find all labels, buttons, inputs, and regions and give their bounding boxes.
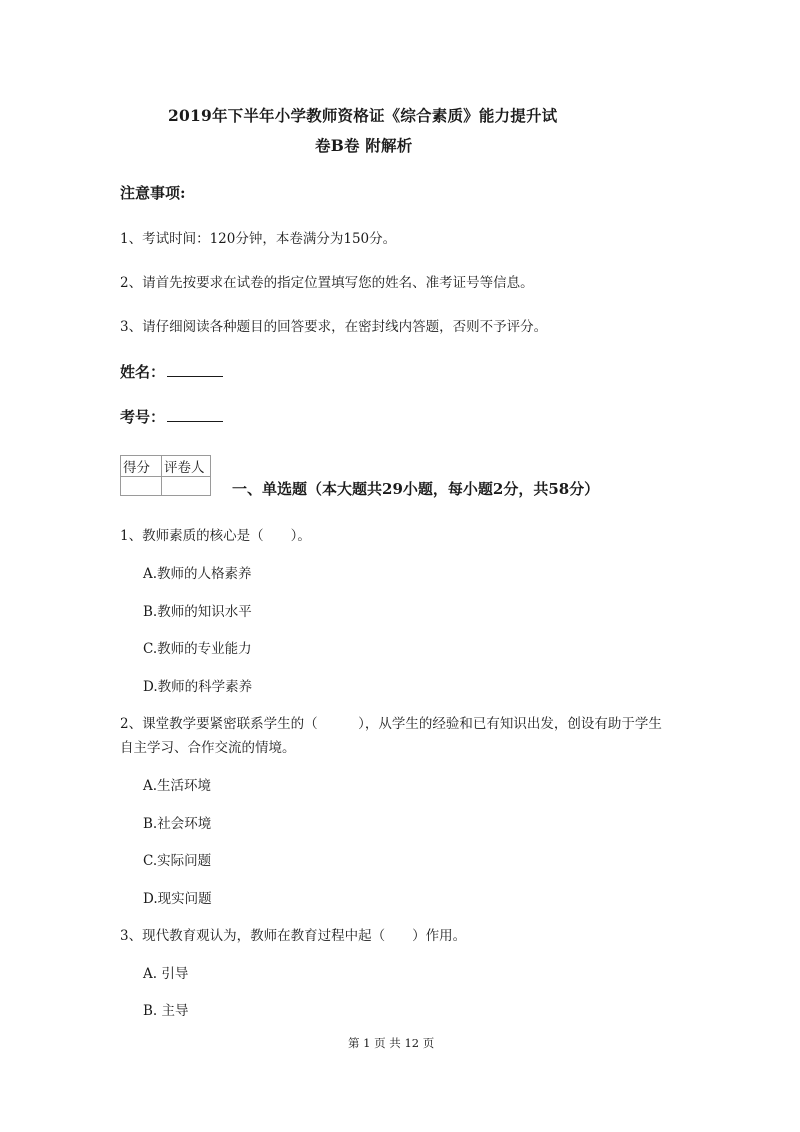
name-field xyxy=(120,361,223,382)
question-2-stem-line2: 自主学习、合作交流的情境。 xyxy=(120,740,296,756)
question-2-option-a: A.生活环境 xyxy=(143,778,212,794)
score-empty-cell xyxy=(121,477,162,496)
exam-id-label: 考号： xyxy=(120,408,166,426)
name-label: 姓名： xyxy=(120,363,166,381)
section-title: 一、单选题（本大题共29小题，每小题2分，共58分） xyxy=(232,480,600,498)
page-footer: 第 1 页 共 12 页 xyxy=(348,1036,435,1050)
document-title-line2: 卷B卷 附解析 xyxy=(315,136,413,155)
question-1-stem: 1、教师素质的核心是（ ）。 xyxy=(120,528,311,544)
question-1-option-a: A.教师的人格素养 xyxy=(143,566,252,582)
notice-item-3: 3、请仔细阅读各种题目的回答要求，在密封线内答题，否则不予评分。 xyxy=(120,319,548,335)
question-2-option-b: B.社会环境 xyxy=(143,816,212,832)
question-2-option-c: C.实际问题 xyxy=(143,853,212,869)
name-blank-line xyxy=(167,362,223,377)
question-1-option-d: D.教师的科学素养 xyxy=(143,679,253,695)
question-1-option-c: C.教师的专业能力 xyxy=(143,641,252,657)
question-3-option-a: A. 引导 xyxy=(143,966,189,982)
notice-item-1: 1、考试时间：120分钟，本卷满分为150分。 xyxy=(120,231,397,247)
notice-item-2: 2、请首先按要求在试卷的指定位置填写您的姓名、准考证号等信息。 xyxy=(120,275,534,291)
score-table xyxy=(120,455,211,496)
question-2-option-d: D.现实问题 xyxy=(143,891,212,907)
score-header-cell: 得分 xyxy=(121,456,162,477)
question-1-option-b: B.教师的知识水平 xyxy=(143,604,252,620)
question-3-option-b: B. 主导 xyxy=(143,1003,189,1019)
notice-heading: 注意事项: xyxy=(120,184,186,202)
grader-empty-cell xyxy=(162,477,211,496)
exam-id-blank-line xyxy=(167,407,223,422)
grader-header-cell: 评卷人 xyxy=(162,456,211,477)
exam-id-field xyxy=(120,406,223,427)
question-3-stem: 3、现代教育观认为，教师在教育过程中起（ ）作用。 xyxy=(120,928,467,944)
question-2-stem-line1: 2、课堂教学要紧密联系学生的（ ），从学生的经验和已有知识出发，创设有助于学生 xyxy=(120,716,662,732)
document-title-line1: 2019年下半年小学教师资格证《综合素质》能力提升试 xyxy=(168,106,558,125)
